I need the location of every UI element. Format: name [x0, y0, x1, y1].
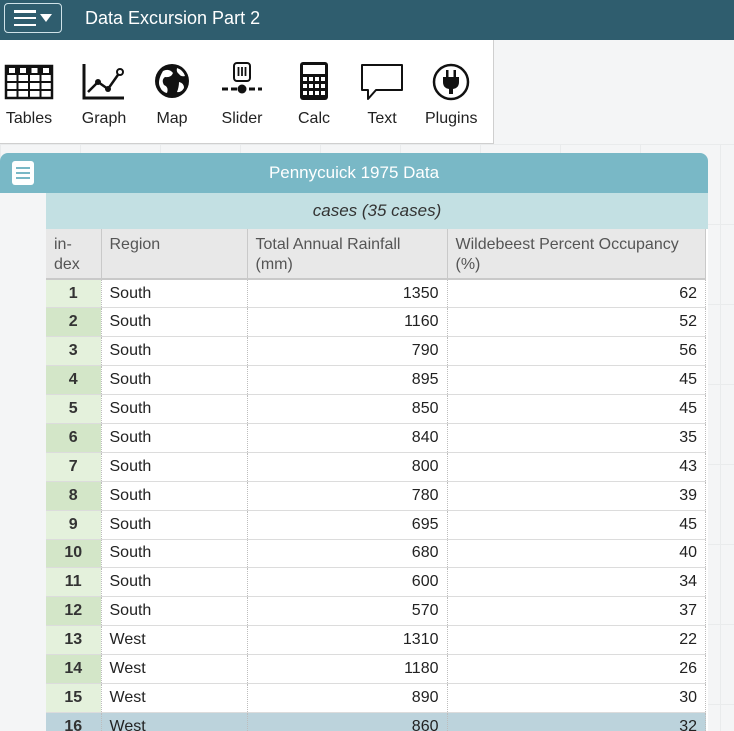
table-row[interactable] — [46, 539, 706, 568]
index-cell[interactable]: 14 — [46, 655, 101, 684]
index-cell[interactable]: 2 — [46, 308, 101, 337]
region-cell[interactable]: South — [101, 366, 247, 395]
occupancy-cell[interactable]: 30 — [447, 683, 706, 712]
region-cell[interactable]: West — [101, 683, 247, 712]
tables-tool-button[interactable] — [3, 62, 55, 142]
index-cell[interactable]: 6 — [46, 423, 101, 452]
tile-title-bar[interactable] — [0, 153, 708, 193]
index-cell[interactable]: 1 — [46, 279, 101, 308]
map-tool-label: Map — [156, 110, 188, 127]
region-cell[interactable]: South — [101, 337, 247, 366]
collection-label: cases (35 cases) — [46, 193, 708, 229]
plugins-tool-label: Plugins — [425, 110, 478, 127]
occupancy-cell[interactable]: 56 — [447, 337, 706, 366]
region-cell[interactable]: South — [101, 597, 247, 626]
region-cell[interactable]: South — [101, 539, 247, 568]
rainfall-cell[interactable]: 840 — [247, 423, 447, 452]
index-cell[interactable]: 12 — [46, 597, 101, 626]
occupancy-cell[interactable]: 62 — [447, 279, 706, 308]
table-row[interactable] — [46, 683, 706, 712]
rainfall-cell[interactable]: 780 — [247, 481, 447, 510]
rainfall-cell[interactable]: 600 — [247, 568, 447, 597]
occupancy-cell[interactable]: 45 — [447, 510, 706, 539]
occupancy-cell[interactable]: 39 — [447, 481, 706, 510]
table-row[interactable] — [46, 279, 706, 308]
index-cell[interactable]: 16 — [46, 712, 101, 731]
index-cell[interactable]: 3 — [46, 337, 101, 366]
rainfall-cell[interactable]: 680 — [247, 539, 447, 568]
table-row[interactable] — [46, 655, 706, 684]
index-cell[interactable]: 7 — [46, 452, 101, 481]
column-header-region[interactable]: Region — [101, 229, 247, 279]
table-row[interactable] — [46, 452, 706, 481]
region-cell[interactable]: West — [101, 712, 247, 731]
table-row[interactable] — [46, 337, 706, 366]
rainfall-cell[interactable]: 790 — [247, 337, 447, 366]
region-cell[interactable]: West — [101, 626, 247, 655]
canvas-area-top — [494, 40, 734, 144]
index-cell[interactable]: 5 — [46, 395, 101, 424]
slider-tool-button[interactable] — [216, 62, 268, 142]
graph-tool-label: Graph — [81, 110, 127, 127]
occupancy-cell[interactable]: 40 — [447, 539, 706, 568]
globe-icon — [146, 62, 198, 106]
region-cell[interactable]: South — [101, 308, 247, 337]
table-row[interactable] — [46, 395, 706, 424]
calc-tool-label: Calc — [297, 110, 330, 127]
occupancy-cell[interactable]: 26 — [447, 655, 706, 684]
hamburger-icon — [14, 10, 36, 26]
rainfall-cell[interactable]: 850 — [247, 395, 447, 424]
plugins-tool-button[interactable] — [425, 62, 477, 142]
region-cell[interactable]: West — [101, 655, 247, 684]
column-header-occupancy[interactable]: Wildebeest Percent Occupancy (%) — [447, 229, 706, 279]
case-table — [46, 229, 706, 731]
slider-icon — [216, 62, 268, 106]
table-row[interactable] — [46, 712, 706, 731]
index-cell[interactable]: 13 — [46, 626, 101, 655]
occupancy-cell[interactable]: 34 — [447, 568, 706, 597]
column-header-row — [46, 229, 706, 279]
region-cell[interactable]: South — [101, 510, 247, 539]
index-cell[interactable]: 10 — [46, 539, 101, 568]
index-cell[interactable]: 4 — [46, 366, 101, 395]
index-cell[interactable]: 11 — [46, 568, 101, 597]
table-body — [46, 279, 706, 731]
table-row[interactable] — [46, 597, 706, 626]
row-gutter — [0, 193, 46, 731]
plug-icon — [425, 62, 477, 106]
rainfall-cell[interactable]: 860 — [247, 712, 447, 731]
column-header-rainfall[interactable]: Total Annual Rainfall (mm) — [247, 229, 447, 279]
table-row[interactable] — [46, 481, 706, 510]
region-cell[interactable]: South — [101, 279, 247, 308]
occupancy-cell[interactable]: 45 — [447, 395, 706, 424]
rainfall-cell[interactable]: 895 — [247, 366, 447, 395]
calculator-icon — [288, 62, 340, 106]
case-table-tile[interactable] — [0, 153, 708, 731]
occupancy-cell[interactable]: 52 — [447, 308, 706, 337]
occupancy-cell[interactable]: 22 — [447, 626, 706, 655]
tool-shelf — [0, 40, 494, 144]
table-row[interactable] — [46, 626, 706, 655]
occupancy-cell[interactable]: 45 — [447, 366, 706, 395]
region-cell[interactable]: South — [101, 481, 247, 510]
graph-icon — [78, 62, 130, 106]
region-cell[interactable]: South — [101, 568, 247, 597]
column-header-index[interactable]: in- dex — [46, 229, 101, 279]
text-tool-label: Text — [367, 110, 397, 127]
occupancy-cell[interactable]: 37 — [447, 597, 706, 626]
region-cell[interactable]: South — [101, 423, 247, 452]
table-row[interactable] — [46, 366, 706, 395]
rainfall-cell[interactable]: 1180 — [247, 655, 447, 684]
region-cell[interactable]: South — [101, 452, 247, 481]
slider-tool-label: Slider — [221, 110, 263, 127]
occupancy-cell[interactable]: 43 — [447, 452, 706, 481]
table-row[interactable] — [46, 308, 706, 337]
table-row[interactable] — [46, 510, 706, 539]
calc-tool-button[interactable] — [288, 62, 340, 142]
caret-down-icon — [40, 14, 52, 22]
document-title[interactable]: Data Excursion Part 2 — [85, 8, 261, 28]
rainfall-cell[interactable]: 1310 — [247, 626, 447, 655]
map-tool-button[interactable] — [146, 62, 198, 142]
hamburger-menu-button[interactable] — [4, 3, 62, 33]
occupancy-cell[interactable]: 35 — [447, 423, 706, 452]
rainfall-cell[interactable]: 1160 — [247, 308, 447, 337]
index-cell[interactable]: 9 — [46, 510, 101, 539]
top-bar — [0, 0, 734, 40]
table-row[interactable] — [46, 568, 706, 597]
rainfall-cell[interactable]: 800 — [247, 452, 447, 481]
table-icon — [3, 62, 55, 106]
rainfall-cell[interactable]: 570 — [247, 597, 447, 626]
occupancy-cell[interactable]: 32 — [447, 712, 706, 731]
rainfall-cell[interactable]: 890 — [247, 683, 447, 712]
index-cell[interactable]: 8 — [46, 481, 101, 510]
rainfall-cell[interactable]: 1350 — [247, 279, 447, 308]
speech-bubble-icon — [356, 62, 408, 106]
region-cell[interactable]: South — [101, 395, 247, 424]
tables-tool-label: Tables — [5, 110, 53, 127]
table-row[interactable] — [46, 423, 706, 452]
tile-title: Pennycuick 1975 Data — [268, 163, 440, 182]
rainfall-cell[interactable]: 695 — [247, 510, 447, 539]
graph-tool-button[interactable] — [78, 62, 130, 142]
text-tool-button[interactable] — [356, 62, 408, 142]
table-tile-icon[interactable] — [12, 161, 34, 185]
index-cell[interactable]: 15 — [46, 683, 101, 712]
